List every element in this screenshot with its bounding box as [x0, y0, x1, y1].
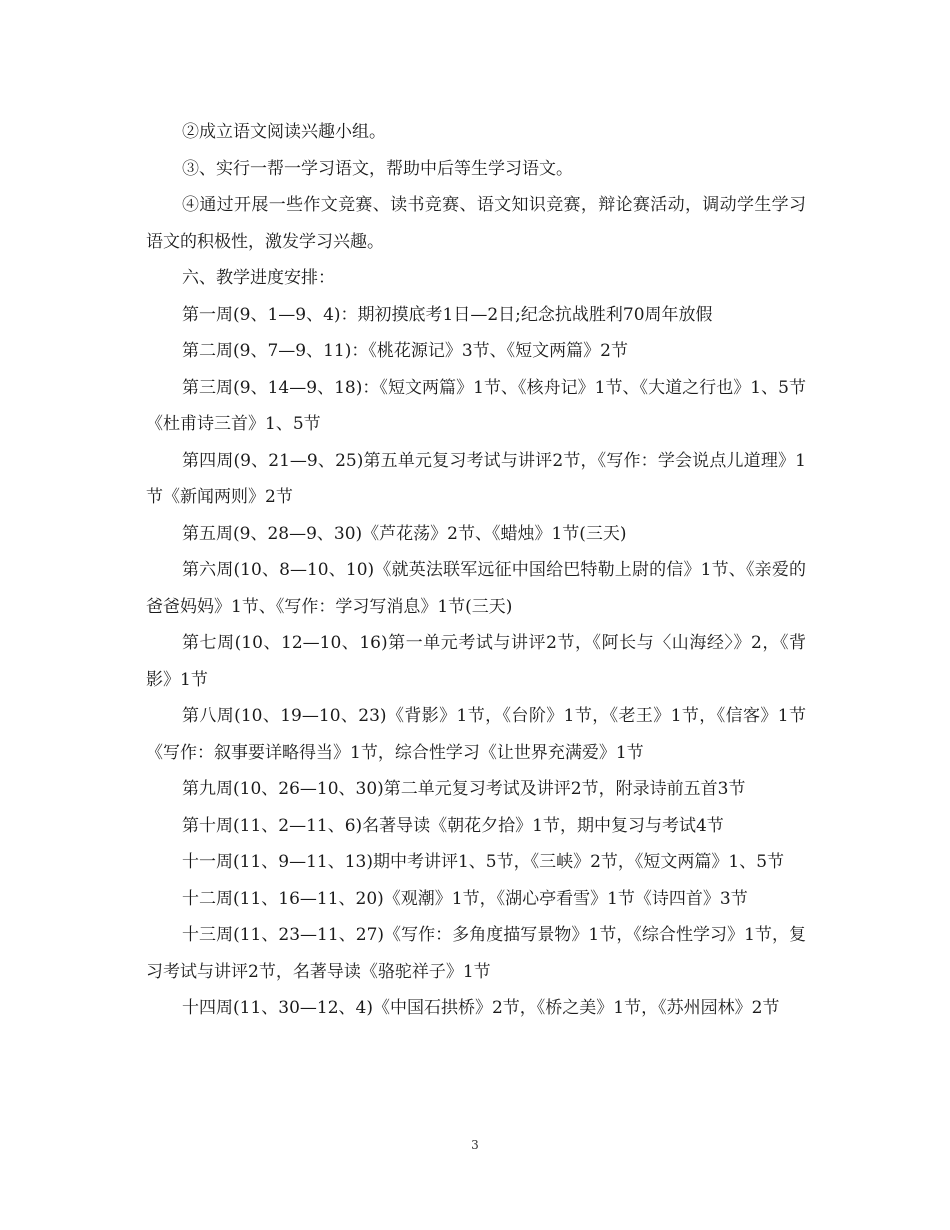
schedule-week-12: 十二周(11、16—11、20)《观潮》1节，《湖心亭看雪》1节《诗四首》3节: [182, 888, 748, 909]
page-number: 3: [471, 1138, 479, 1152]
document-body: [146, 114, 806, 1027]
schedule-week-13: 十三周(11、23—11、27)《写作：多角度描写景物》1节，《综合性学习》1节，复习考试与讲评2节，名著导读《骆驼祥子》1节: [146, 925, 806, 982]
section-heading-schedule: 六、教学进度安排：: [182, 268, 335, 288]
schedule-week-14: 十四周(11、30—12、4)《中国石拱桥》2节，《桥之美》1节，《苏州园林》2节: [182, 998, 780, 1018]
schedule-week-5: 第五周(9、28—9、30)《芦花荡》2节、《蜡烛》1节(三天): [182, 523, 627, 544]
schedule-week-10: 第十周(11、2—11、6)名著导读《朝花夕拾》1节，期中复习与考试4节: [182, 815, 724, 836]
schedule-week-4: 第四周(9、21—9、25)第五单元复习考试与讲评2节，《写作：学会说点儿道理》1节《新闻两则》2节: [146, 450, 806, 507]
paragraph-competitions: ④通过开展一些作文竞赛、读书竞赛、语文知识竞赛，辩论赛活动，调动学生学习语文的积极性，激发学习兴趣。: [146, 195, 806, 252]
schedule-week-3: 第三周(9、14—9、18)：《短文两篇》1节、《核舟记》1节、《大道之行也》1、5节《杜甫诗三首》1、5节: [146, 377, 806, 434]
schedule-week-8: 第八周(10、19—10、23)《背影》1节，《台阶》1节，《老王》1节，《信客》1节《写作：叙事要详略得当》1节，综合性学习《让世界充满爱》1节: [146, 706, 806, 763]
schedule-week-11: 十一周(11、9—11、13)期中考讲评1、5节，《三峡》2节，《短文两篇》1、5节: [182, 852, 785, 872]
schedule-week-1: 第一周(9、1—9、4)：期初摸底考1日—2日;纪念抗战胜利70周年放假: [182, 304, 713, 325]
schedule-week-2: 第二周(9、7—9、11)：《桃花源记》3节、《短文两篇》2节: [182, 341, 628, 361]
schedule-week-6: 第六周(10、8—10、10)《就英法联军远征中国给巴特勒上尉的信》1节、《亲爱的爸爸妈妈》1节、《写作：学习写消息》1节(三天): [146, 560, 806, 617]
schedule-week-7: 第七周(10、12—10、16)第一单元考试与讲评2节，《阿长与〈山海经〉》2，《背影》1节: [146, 633, 806, 690]
schedule-week-9: 第九周(10、26—10、30)第二单元复习考试及讲评2节，附录诗前五首3节: [182, 779, 746, 799]
paragraph-peer-help: ③、实行一帮一学习语文，帮助中后等生学习语文。: [182, 158, 573, 179]
paragraph-reading-group: ②成立语文阅读兴趣小组。: [182, 122, 386, 142]
